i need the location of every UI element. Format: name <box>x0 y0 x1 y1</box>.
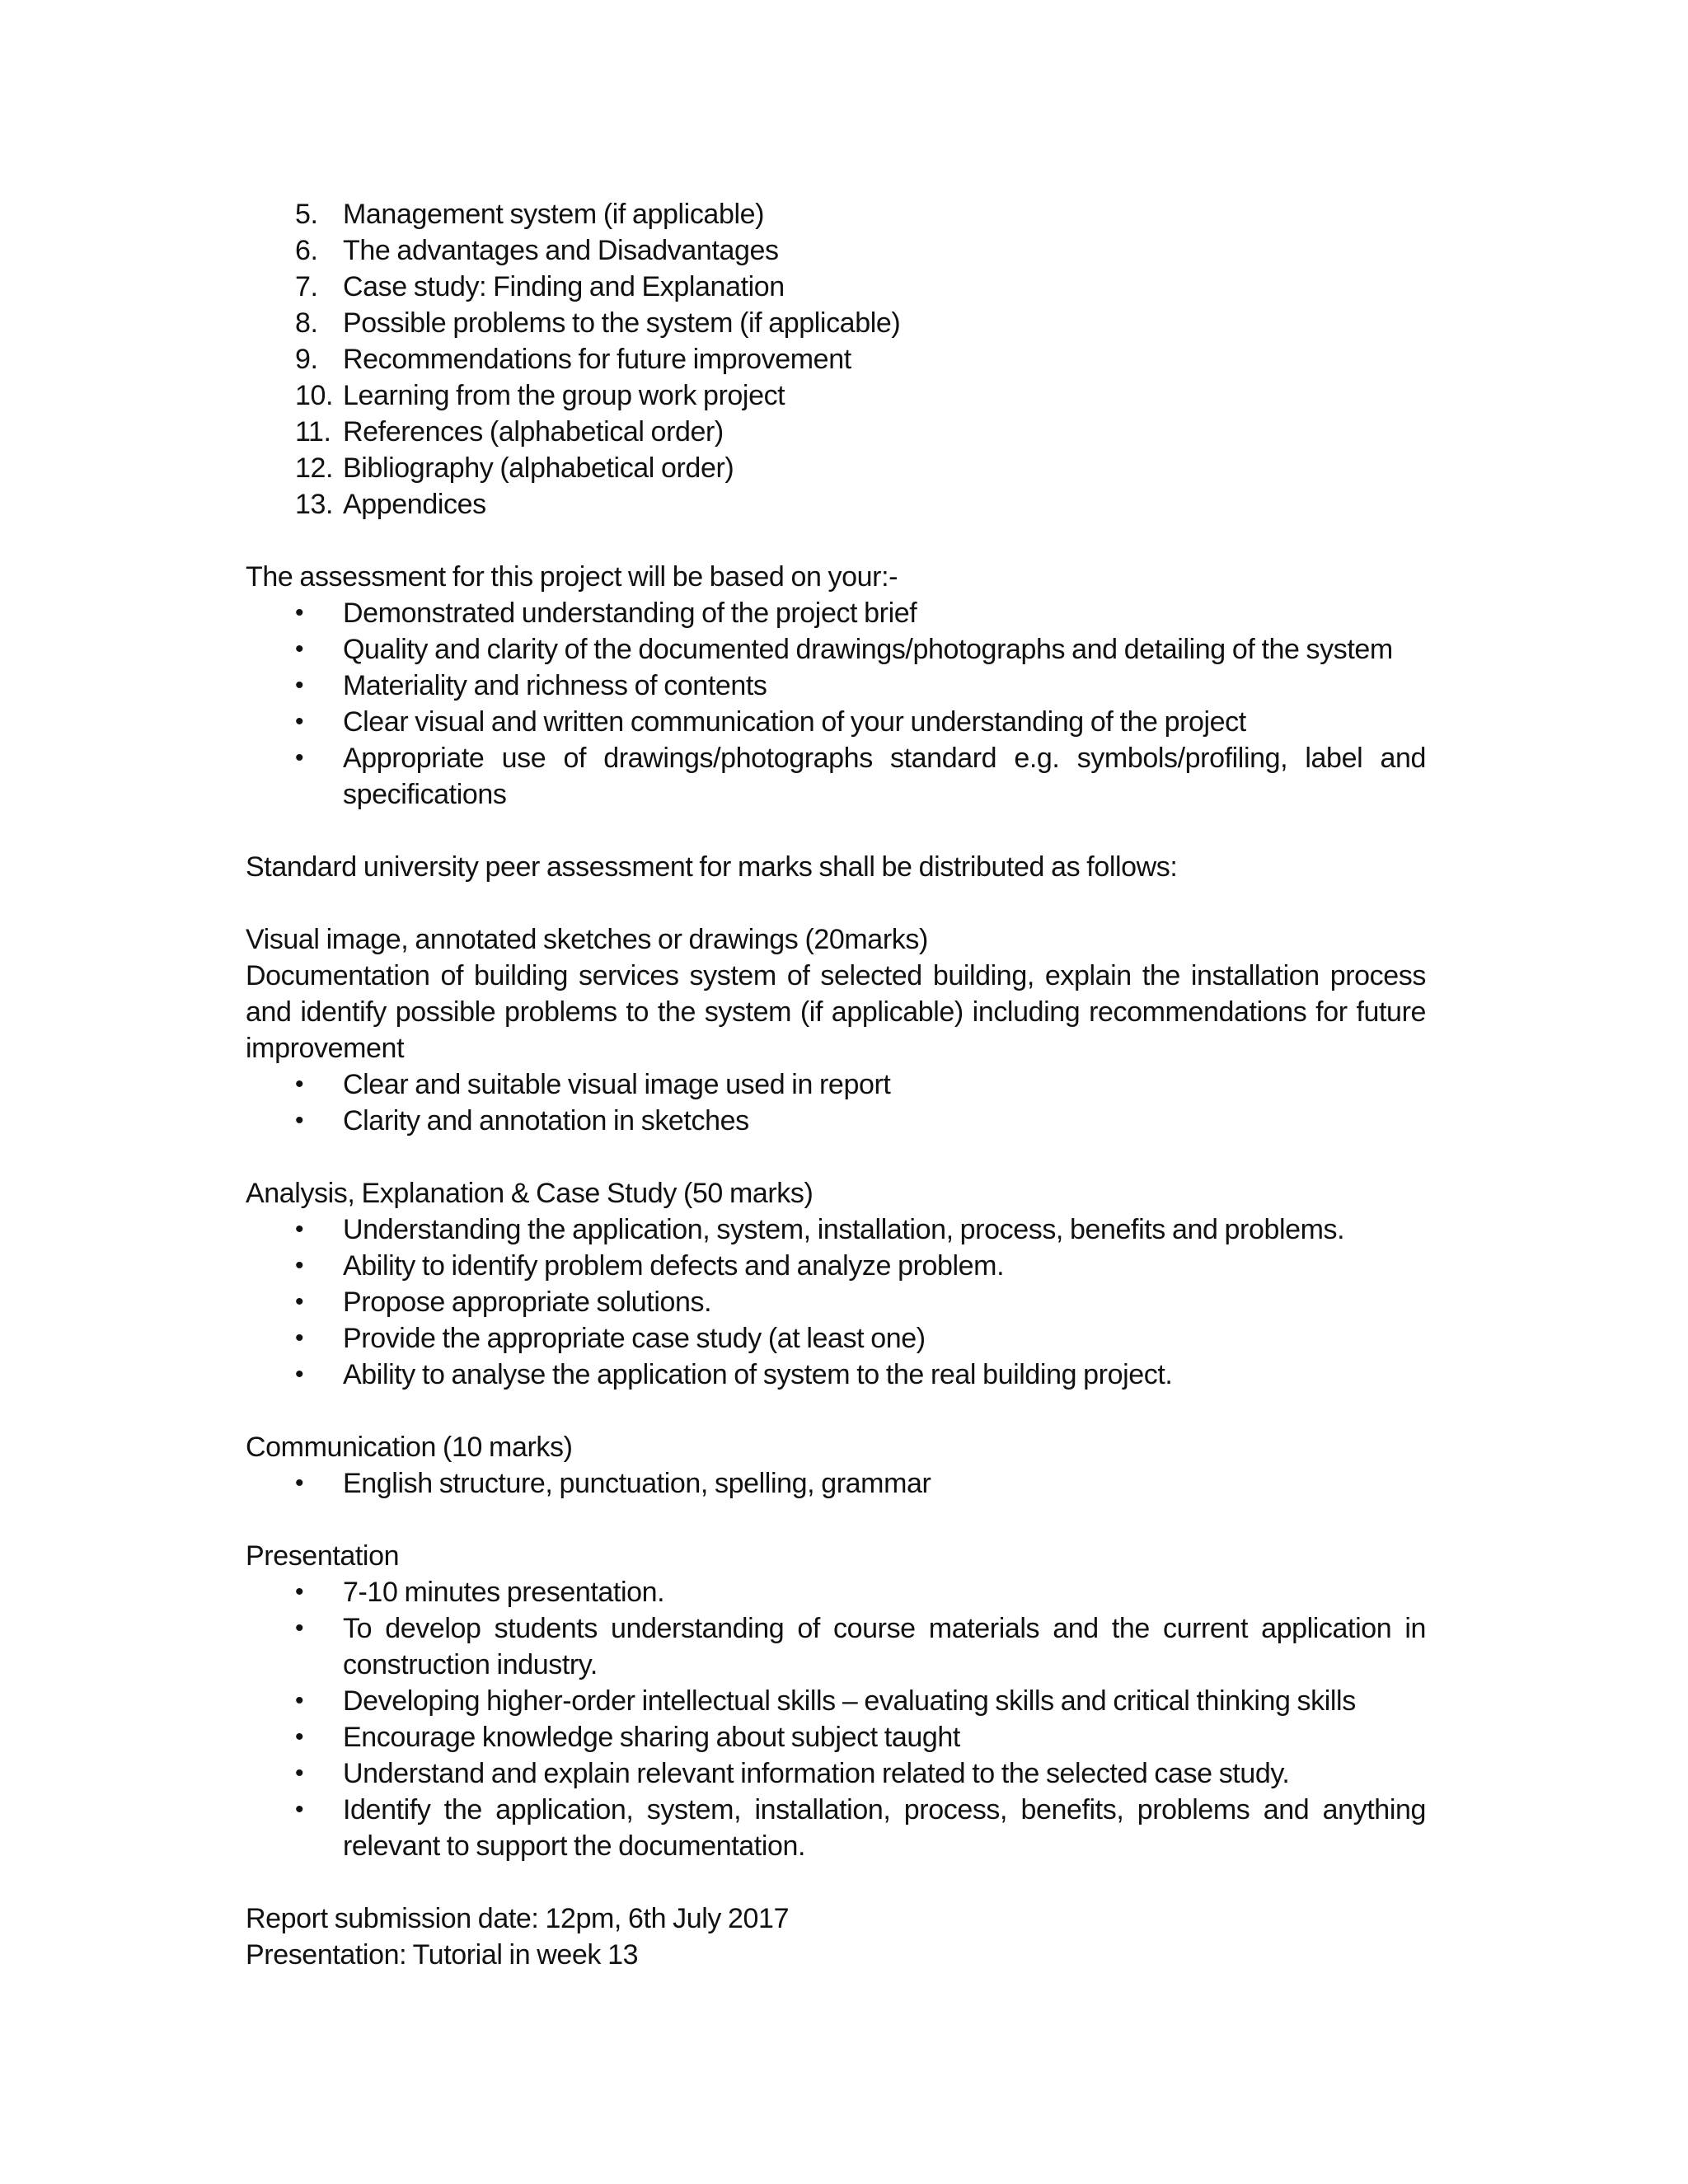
spacer <box>246 1393 1426 1429</box>
submission-date: Report submission date: 12pm, 6th July 2017 <box>246 1903 790 1934</box>
list-item: • Provide the appropriate case study (at least one) <box>246 1320 1426 1357</box>
bullet-icon: • <box>295 1361 304 1388</box>
list-item: 11. References (alphabetical order) <box>295 416 724 448</box>
list-item: • 7-10 minutes presentation. <box>246 1574 1426 1610</box>
bullet-icon: • <box>295 1723 304 1750</box>
bullet-icon: • <box>295 1216 304 1243</box>
bullet-icon: • <box>295 635 304 663</box>
bullet-icon: • <box>295 1760 304 1787</box>
spacer <box>246 1864 1426 1900</box>
spacer <box>246 1502 1426 1538</box>
bullet-icon: • <box>295 1071 304 1098</box>
list-item: • Understand and explain relevant information related to the selected case study. <box>246 1755 1426 1792</box>
list-item: 6. The advantages and Disadvantages <box>295 235 779 266</box>
list-item: • Quality and clarity of the documented drawings/photographs and detailing of the system <box>246 631 1426 668</box>
presentation-criteria-list <box>246 1574 1426 1864</box>
peer-assessment-intro: Standard university peer assessment for marks shall be distributed as follows: <box>246 851 1178 883</box>
list-item: • Materiality and richness of contents <box>246 668 1426 704</box>
page-content <box>246 196 1426 1973</box>
report-contents-list <box>246 196 1426 523</box>
list-item: • Ability to identify problem defects and analyze problem. <box>246 1248 1426 1284</box>
list-item: • Understanding the application, system, installation, process, benefits and problems. <box>246 1212 1426 1248</box>
bullet-icon: • <box>295 1107 304 1134</box>
list-item: 10. Learning from the group work project <box>295 380 785 411</box>
bullet-icon: • <box>295 744 304 771</box>
list-item: 5. Management system (if applicable) <box>295 199 765 230</box>
visual-criteria-list <box>246 1066 1426 1139</box>
spacer <box>246 813 1426 849</box>
list-item: • Ability to analyse the application of system to the real building project. <box>246 1357 1426 1393</box>
list-item: • Appropriate use of drawings/photographs standard e.g. symbols/profiling, label and specifications <box>246 740 1426 813</box>
spacer <box>246 523 1426 559</box>
bullet-icon: • <box>295 708 304 735</box>
list-item: • Propose appropriate solutions. <box>246 1284 1426 1320</box>
list-item: • Clear visual and written communication of your understanding of the project <box>246 704 1426 740</box>
bullet-icon: • <box>295 599 304 626</box>
list-item: • Clear and suitable visual image used in report <box>246 1066 1426 1103</box>
bullet-icon: • <box>295 1252 304 1279</box>
list-item: 13. Appendices <box>295 489 486 520</box>
bullet-icon: • <box>295 672 304 699</box>
communication-criteria-list <box>246 1465 1426 1502</box>
bullet-icon: • <box>295 1687 304 1714</box>
list-item: 9. Recommendations for future improvement <box>295 344 851 375</box>
assessment-criteria-list <box>246 595 1426 813</box>
section-heading-analysis: Analysis, Explanation & Case Study (50 marks) <box>246 1178 814 1209</box>
list-item: • Identify the application, system, installation, process, benefits, problems and anything relevant to support the documentation. <box>246 1792 1426 1864</box>
bullet-icon: • <box>295 1324 304 1352</box>
list-item: • To develop students understanding of course materials and the current application in construction industry. <box>246 1610 1426 1683</box>
section-heading-visual: Visual image, annotated sketches or drawings (20marks) <box>246 924 928 955</box>
section-heading-communication: Communication (10 marks) <box>246 1432 573 1463</box>
list-item: • Developing higher-order intellectual skills – evaluating skills and critical thinking skills <box>246 1683 1426 1719</box>
list-item: • Clarity and annotation in sketches <box>246 1103 1426 1139</box>
bullet-icon: • <box>295 1578 304 1605</box>
presentation-schedule: Presentation: Tutorial in week 13 <box>246 1939 639 1971</box>
section-description-visual: Documentation of building services system of selected building, explain the installation process and identify possible problems to the system (if applicable) including recommendations for future improvement <box>246 960 1426 1064</box>
list-item: • Demonstrated understanding of the project brief <box>246 595 1426 631</box>
list-item: • English structure, punctuation, spelling, grammar <box>246 1465 1426 1502</box>
analysis-criteria-list <box>246 1212 1426 1393</box>
bullet-icon: • <box>295 1469 304 1497</box>
spacer <box>246 1139 1426 1175</box>
list-item: 12. Bibliography (alphabetical order) <box>295 452 734 484</box>
bullet-icon: • <box>295 1796 304 1823</box>
bullet-icon: • <box>295 1288 304 1315</box>
bullet-icon: • <box>295 1615 304 1642</box>
list-item: • Encourage knowledge sharing about subject taught <box>246 1719 1426 1755</box>
list-item: 8. Possible problems to the system (if applicable) <box>295 307 901 339</box>
spacer <box>246 885 1426 921</box>
section-heading-presentation: Presentation <box>246 1540 400 1572</box>
assessment-intro: The assessment for this project will be based on your:- <box>246 561 898 593</box>
list-item: 7. Case study: Finding and Explanation <box>295 271 785 302</box>
